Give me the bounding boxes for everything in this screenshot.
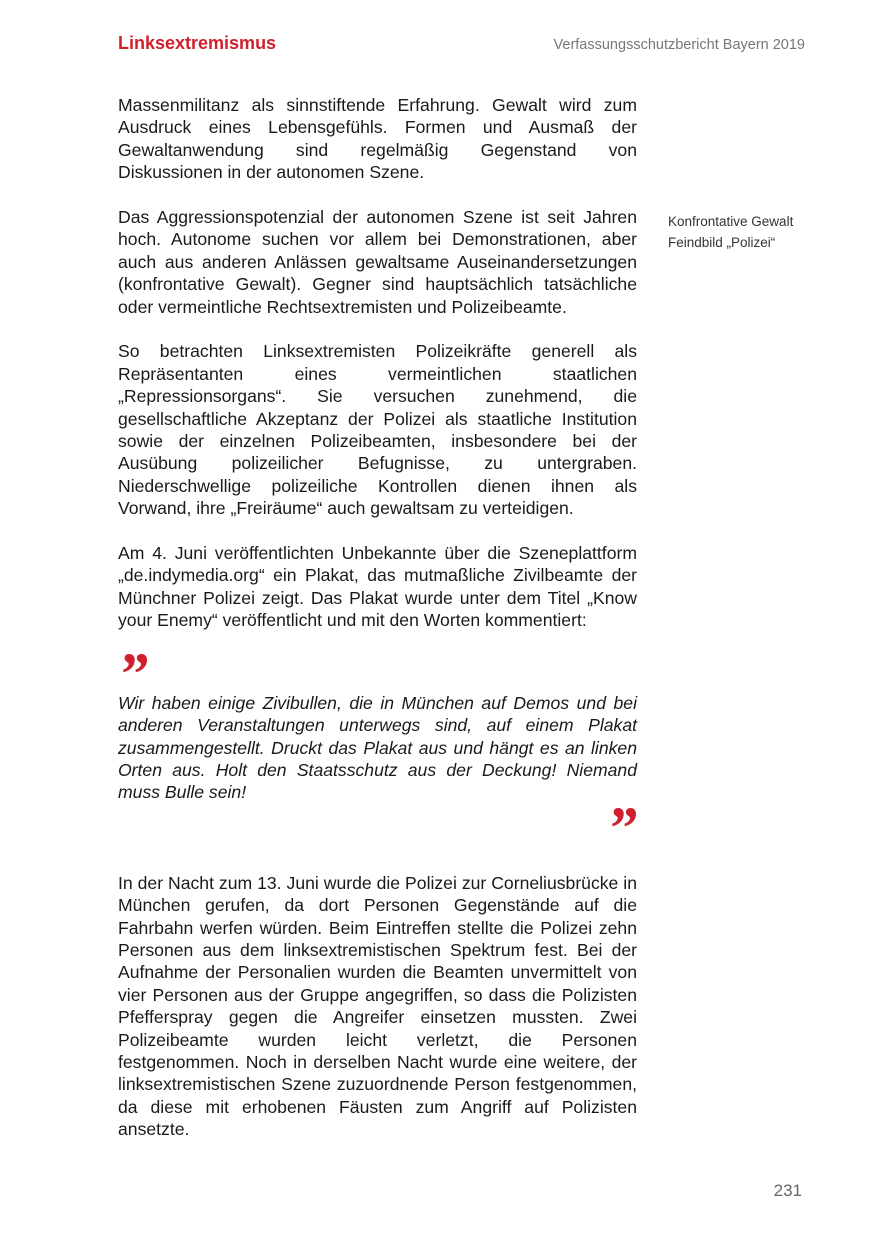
- close-quote-mark: ”: [607, 794, 637, 861]
- body-text: [118, 94, 637, 1141]
- open-quote-mark: ”: [118, 640, 148, 707]
- paragraph: Massenmilitanz als sinnstiftende Erfahrung. Gewalt wird zum Ausdruck eines Lebensgefühls. Formen und Ausmaß der Gewaltanwendung sind regelmäßig Gegenstand von Diskussionen in der autonomen Szene.: [118, 95, 637, 183]
- paragraph: Das Aggressionspotenzial der autonomen Szene ist seit Jahren hoch. Autonome suchen vor allem bei Demonstrationen, aber auch aus anderen Anlässen gewaltsame Auseinandersetzungen (konfrontative Gewalt). Gegner sind hauptsächlich tatsächliche oder vermeintliche Rechtsextremisten und Polizeibeamte.: [118, 207, 637, 317]
- paragraph: So betrachten Linksextremisten Polizeikräfte generell als Repräsentanten eines vermeintlichen staatlichen „Repressionsorgans“. Sie versuchen zunehmend, die gesellschaftliche Akzeptanz der Polizei als staatliche Institution sowie der einzelnen Polizeibeamten, insbesondere bei der Ausübung polizeilicher Befugnisse, zu untergraben. Niederschwellige polizeiliche Kontrollen dienen ihnen als Vorwand, ihre „Freiräume“ auch gewaltsam zu verteidigen.: [118, 341, 637, 519]
- paragraph: Am 4. Juni veröffentlichten Unbekannte über die Szeneplattform „de.indymedia.org“ ein Plakat, das mutmaßliche Zivilbeamte der Münchner Polizei zeigt. Das Plakat wurde unter dem Titel „Know your Enemy“ veröffentlicht und mit den Worten kommentiert:: [118, 543, 637, 631]
- section-title: Linksextremismus: [118, 33, 277, 53]
- margin-notes: [668, 211, 793, 253]
- paragraph: In der Nacht zum 13. Juni wurde die Polizei zur Corneliusbrücke in München gerufen, da dort Personen Gegenstände auf die Fahrbahn werfen würden. Beim Eintreffen stellte die Polizei zehn Personen aus dem linksextremistischen Spektrum fest. Bei der Aufnahme der Personalien wurden die Beamten unvermittelt von vier Personen aus der Gruppe angegriffen, so dass die Polizisten Pfefferspray gegen die Angreifer einsetzen mussten. Zwei Polizeibeamte wurden leicht verletzt, die Personen festgenommen. Noch in derselben Nacht wurde eine weitere, der linksextremistischen Szene zuzuordnende Person festgenommen, da diese mit erhobenen Fäusten zum Angriff auf Polizisten ansetzte.: [118, 872, 637, 1140]
- block-quote: Wir haben einige Zivibullen, die in München auf Demos und bei anderen Veranstaltungen unterwegs sind, auf einem Plakat zusammengestellt. Druckt das Plakat aus und hängt es an linken Orten aus. Holt den Staatsschutz aus der Deckung! Niemand muss Bulle sein!: [118, 692, 637, 803]
- page-number: 231: [773, 1181, 802, 1200]
- report-title: Verfassungsschutzbericht Bayern 2019: [553, 37, 805, 53]
- margin-note: Feindbild „Polizei“: [668, 235, 776, 250]
- margin-note: Konfrontative Gewalt: [668, 214, 794, 229]
